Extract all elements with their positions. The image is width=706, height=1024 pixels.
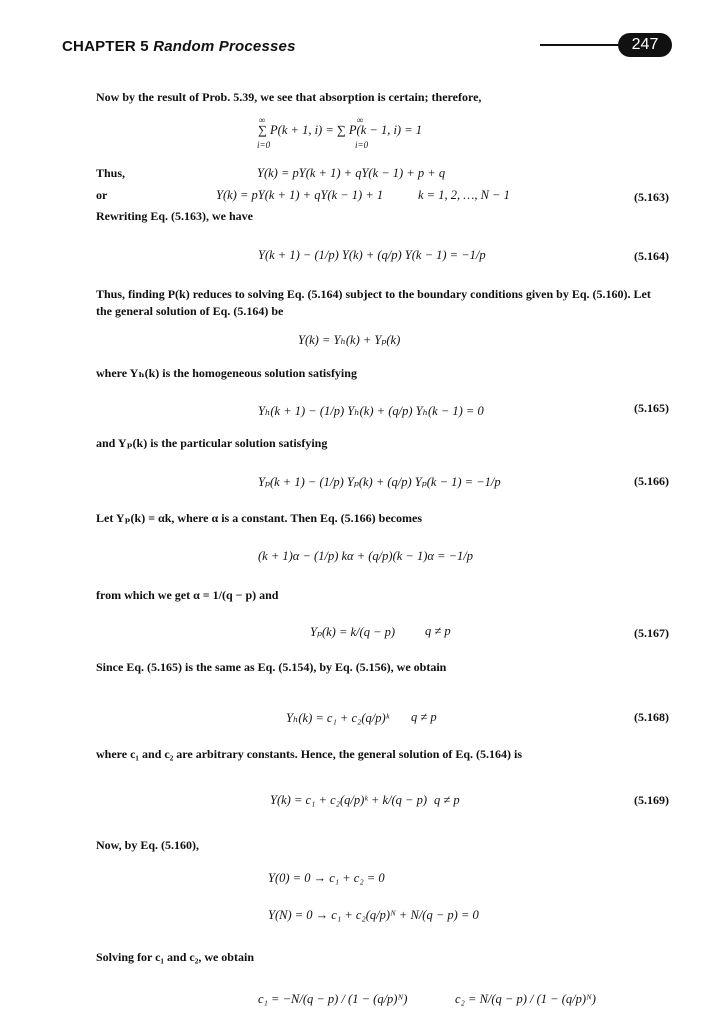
equation-or: Y(k) = pY(k + 1) + qY(k − 1) + 1 bbox=[216, 188, 384, 202]
equation-5-165: Yₕ(k + 1) − (1/p) Yₕ(k) + (q/p) Yₕ(k − 1) = 0 bbox=[258, 404, 484, 418]
paragraph: where Yₕ(k) is the homogeneous solution satisfying bbox=[96, 366, 357, 380]
boundary-condition-1: Y(0) = 0 → c₁ + c₂ = 0 bbox=[268, 871, 385, 885]
sum-limit-top: ∞ bbox=[259, 115, 266, 125]
equation-general: Y(k) = Yₕ(k) + Yₚ(k) bbox=[298, 333, 401, 347]
equation-5-164: Y(k + 1) − (1/p) Y(k) + (q/p) Y(k − 1) = −1/p bbox=[258, 248, 486, 262]
equation-sum: ∑ P(k + 1, i) = ∑ P(k − 1, i) = 1 bbox=[258, 123, 423, 137]
paragraph: Solving for c₁ and c₂, we obtain bbox=[96, 950, 254, 964]
equation-c2: c₂ = N/(q − p) / (1 − (q/p)ᴺ) bbox=[455, 992, 596, 1006]
condition: q ≠ p bbox=[425, 624, 451, 638]
sum-limit-bottom: i=0 bbox=[355, 140, 369, 150]
equation-thus: Y(k) = pY(k + 1) + qY(k − 1) + p + q bbox=[257, 166, 446, 180]
paragraph: Let Yₚ(k) = αk, where α is a constant. Then Eq. (5.166) becomes bbox=[96, 511, 422, 525]
paragraph: Thus, finding P(k) reduces to solving Eq. (5.164) subject to the boundary conditions given by Eq. (5.160). Let the general solution of Eq. (5.164) be bbox=[96, 287, 651, 318]
paragraph: Since Eq. (5.165) is the same as Eq. (5.154), by Eq. (5.156), we obtain bbox=[96, 660, 447, 674]
equation-number: (5.166) bbox=[634, 474, 669, 488]
equation-number: (5.169) bbox=[634, 793, 669, 807]
label-or: or bbox=[96, 188, 108, 202]
sum-limit-bottom: i=0 bbox=[257, 140, 271, 150]
equation-5-168: Yₕ(k) = c₁ + c₂(q/p)ᵏ bbox=[286, 711, 390, 725]
page-number: 247 bbox=[618, 33, 672, 57]
equation-5-167: Yₚ(k) = k/(q − p) bbox=[310, 625, 396, 639]
chapter-title: Random Processes bbox=[153, 38, 296, 55]
chapter-label: CHAPTER 5 bbox=[62, 38, 149, 55]
label-thus: Thus, bbox=[96, 166, 126, 180]
paragraph: and Yₚ(k) is the particular solution satisfying bbox=[96, 436, 328, 450]
equation-number: (5.167) bbox=[634, 626, 669, 640]
paragraph: Rewriting Eq. (5.163), we have bbox=[96, 209, 253, 223]
equation-range: k = 1, 2, …, N − 1 bbox=[418, 188, 510, 202]
equation-number: (5.164) bbox=[634, 249, 669, 263]
paragraph: Now by the result of Prob. 5.39, we see that absorption is certain; therefore, bbox=[96, 90, 482, 104]
sum-limit-top: ∞ bbox=[357, 115, 364, 125]
condition: q ≠ p bbox=[411, 710, 437, 724]
boundary-condition-2: Y(N) = 0 → c₁ + c₂(q/p)ᴺ + N/(q − p) = 0 bbox=[268, 908, 479, 922]
equation-c1: c₁ = −N/(q − p) / (1 − (q/p)ᴺ) bbox=[258, 992, 408, 1006]
paragraph: Now, by Eq. (5.160), bbox=[96, 838, 200, 852]
equation-number: (5.168) bbox=[634, 710, 669, 724]
chapter-header bbox=[62, 38, 296, 55]
condition: q ≠ p bbox=[434, 793, 460, 807]
paragraph: from which we get α = 1/(q − p) and bbox=[96, 588, 279, 602]
equation-5-169: Y(k) = c₁ + c₂(q/p)ᵏ + k/(q − p) bbox=[270, 793, 428, 807]
equation-number: (5.163) bbox=[634, 190, 669, 204]
equation-5-166: Yₚ(k + 1) − (1/p) Yₚ(k) + (q/p) Yₚ(k − 1) = −1/p bbox=[258, 475, 501, 489]
paragraph: where c₁ and c₂ are arbitrary constants. Hence, the general solution of Eq. (5.164) is bbox=[96, 747, 523, 761]
equation-alpha: (k + 1)α − (1/p) kα + (q/p)(k − 1)α = −1/p bbox=[258, 549, 474, 563]
equation-number: (5.165) bbox=[634, 401, 669, 415]
